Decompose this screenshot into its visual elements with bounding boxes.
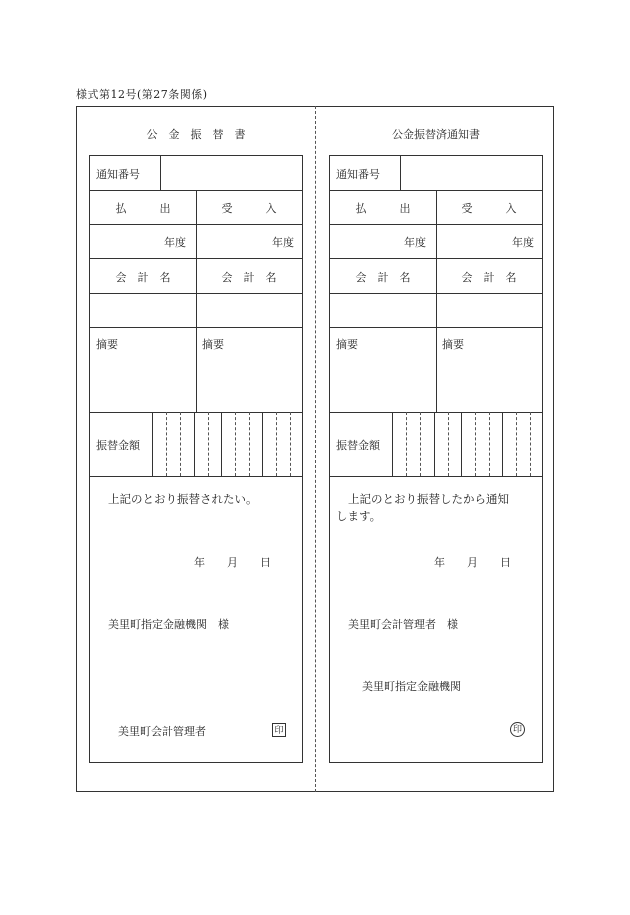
left-amount-label: 振替金額 (96, 439, 140, 452)
right-summary-out: 摘要 (336, 338, 358, 351)
right-amount-label: 振替金額 (336, 439, 380, 452)
left-seal-icon: 印 (272, 723, 286, 737)
form-caption: 様式第12号(第27条関係) (76, 88, 208, 101)
right-body-line1: 上記のとおり振替したから通知 (348, 492, 509, 506)
left-recipient: 美里町指定金融機関 様 (108, 618, 229, 631)
right-seal-icon: 印 (510, 722, 525, 737)
right-signer: 美里町指定金融機関 (362, 680, 461, 693)
left-out-label: 払 出 (115, 202, 171, 215)
left-summary-in: 摘要 (202, 338, 224, 351)
right-body-line2: します。 (336, 509, 382, 523)
right-recipient: 美里町会計管理者 様 (348, 618, 458, 631)
right-account-out: 会 計 名 (355, 271, 411, 284)
cut-line (315, 106, 316, 792)
right-title: 公金振替済通知書 (392, 128, 480, 141)
left-notice-no-label: 通知番号 (96, 168, 140, 181)
left-body-text: 上記のとおり振替されたい。 (108, 492, 258, 506)
right-summary-in: 摘要 (442, 338, 464, 351)
left-title: 公 金 振 替 書 (146, 128, 246, 141)
right-out-label: 払 出 (355, 202, 411, 215)
left-date: 年 月 日 (194, 556, 271, 569)
left-summary-out: 摘要 (96, 338, 118, 351)
left-account-in: 会 計 名 (221, 271, 277, 284)
left-signer: 美里町会計管理者 (118, 725, 206, 738)
left-form (89, 155, 303, 763)
left-account-out: 会 計 名 (115, 271, 171, 284)
right-year-out: 年度 (404, 236, 426, 249)
right-form (329, 155, 543, 763)
right-notice-no-label: 通知番号 (336, 168, 380, 181)
left-year-out: 年度 (164, 236, 186, 249)
right-in-label: 受 入 (461, 202, 517, 215)
left-year-in: 年度 (272, 236, 294, 249)
right-year-in: 年度 (512, 236, 534, 249)
right-date: 年 月 日 (434, 556, 511, 569)
left-in-label: 受 入 (221, 202, 277, 215)
right-account-in: 会 計 名 (461, 271, 517, 284)
